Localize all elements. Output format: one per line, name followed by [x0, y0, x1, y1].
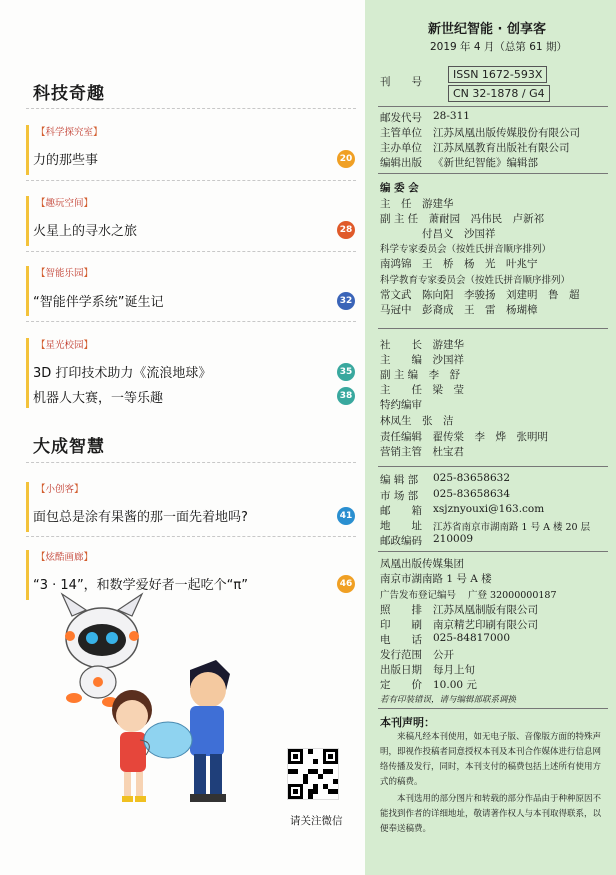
print-value: 025-84817000	[433, 632, 511, 644]
section-bar	[26, 196, 29, 246]
statement-paragraph: 本刊选用的部分图片和转载的部分作品由于种种原因不能找到作者的详细地址，敬请著作权人与本刊取得联系，以便奉送稿费。	[380, 794, 602, 834]
divider	[378, 328, 608, 329]
qr-caption: 请关注微信	[290, 815, 343, 827]
page-number-badge: 35	[337, 363, 355, 381]
column-tag: 【智能乐园】	[36, 268, 94, 279]
page-number-badge: 46	[337, 575, 355, 593]
committee-line: 付昌义 沙国祥	[380, 228, 496, 240]
statement-title: 本刊声明：	[380, 716, 435, 729]
staff-line: 特约编审	[380, 399, 422, 411]
column-tag: 【星光校园】	[36, 340, 94, 351]
boy-figure	[190, 660, 230, 802]
page-number-badge: 41	[337, 507, 355, 525]
section-bar	[26, 266, 29, 316]
divider	[26, 180, 356, 181]
page-number-badge: 20	[337, 150, 355, 168]
committee-line: 科学专家委员会（按姓氏拼音顺序排列）	[380, 244, 552, 255]
committee-line: 马冠中 彭裔成 王 雷 杨瑚樟	[380, 304, 538, 316]
publisher-line: 南京市湖南路 1 号 A 楼	[380, 573, 492, 585]
staff-line: 林凤生 张 洁	[380, 415, 454, 427]
contact-label: 地 址	[380, 520, 422, 532]
divider	[378, 173, 608, 174]
section-bar	[26, 550, 29, 600]
divider	[26, 321, 356, 322]
section-title-wisdom	[33, 432, 105, 457]
divider	[26, 251, 356, 252]
contact-value: 210009	[433, 533, 474, 545]
qr-pattern	[288, 749, 338, 799]
info-label: 主管单位	[380, 127, 422, 139]
statement-paragraph: 来稿凡经本刊使用，如无电子版、音像版方面的特殊声明，即视作投稿者同意授权本刊及本刊合作媒体进行信息网络传播及发行，同时，本刊支付的稿费包括上述所有使用方式的稿费。	[380, 732, 602, 787]
page-number-badge: 38	[337, 387, 355, 405]
committee-line: 常文武 陈向阳 李骏扬 刘建明 鲁 超	[380, 289, 580, 301]
divider	[378, 106, 608, 107]
contact-value: 江苏省南京市湖南路 1 号 A 楼 20 层	[433, 522, 591, 533]
staff-line: 副 主 编 李 舒	[380, 369, 461, 381]
balloon-icon	[140, 722, 192, 758]
info-value: 28-311	[433, 110, 470, 122]
article-link[interactable]: “3 · 14”，和数学爱好者一起吃个“π”	[33, 578, 248, 593]
magazine-name: 新世纪智能 · 创享客	[428, 22, 546, 37]
cn-box: CN 32-1878 / G4	[448, 85, 550, 102]
misprint-note: 若有印装错误，请与编辑部联系调换	[380, 695, 517, 705]
info-value: 《新世纪智能》编辑部	[433, 157, 538, 169]
divider	[378, 551, 608, 552]
section-bar	[26, 125, 29, 175]
article-link[interactable]: 机器人大赛，一等乐趣	[33, 391, 164, 406]
contact-label: 编 辑 部	[380, 474, 419, 486]
divider	[26, 536, 356, 537]
staff-line: 主 任 梁 莹	[380, 384, 464, 396]
column-tag: 【炫酷画廊】	[36, 552, 94, 563]
publisher-line: 凤凰出版传媒集团	[380, 558, 464, 570]
contact-label: 邮 箱	[380, 505, 422, 517]
article-link[interactable]: 3D 打印技术助力《流浪地球》	[33, 366, 212, 381]
email-link[interactable]: xsjznyouxi@163.com	[433, 503, 545, 515]
column-tag: 【趣玩空间】	[36, 198, 94, 209]
divider	[26, 462, 356, 463]
issue-info: 2019 年 4 月（总第 61 期）	[430, 41, 567, 53]
print-value: 南京精艺印刷有限公司	[433, 619, 538, 631]
section-title-tech	[33, 79, 105, 104]
print-value: 10.00 元	[433, 679, 477, 691]
column-tag: 【小创客】	[36, 484, 84, 495]
article-link[interactable]: “智能伴学系统”诞生记	[33, 295, 164, 310]
info-value: 江苏凤凰教育出版社有限公司	[433, 142, 570, 154]
staff-line: 社 长 游建华	[380, 339, 464, 351]
committee-line: 副 主 任 萧耐园 冯伟民 卢新祁	[380, 213, 545, 225]
contact-value: 025-83658634	[433, 488, 511, 500]
print-value: 每月上旬	[433, 664, 475, 676]
section-bar	[26, 482, 29, 532]
info-value: 江苏凤凰出版传媒股份有限公司	[433, 127, 580, 139]
divider	[26, 108, 356, 109]
contact-value: 025-83658632	[433, 472, 511, 484]
qr-code[interactable]	[287, 748, 339, 800]
committee-title: 编 委 会	[380, 182, 419, 194]
staff-line: 责任编辑 翟传棠 李 烨 张明明	[380, 431, 548, 443]
kanhao-label: 刊 号	[380, 76, 422, 88]
contact-label: 市 场 部	[380, 490, 419, 502]
info-label: 主办单位	[380, 142, 422, 154]
print-label: 照 排	[380, 604, 422, 616]
print-value: 公开	[433, 649, 454, 661]
print-label: 定 价	[380, 679, 422, 691]
page-number-badge: 32	[337, 292, 355, 310]
info-label: 邮发代号	[380, 112, 422, 124]
contact-label: 邮政编码	[380, 535, 422, 547]
robot-and-kids-illustration	[40, 590, 270, 820]
print-value: 江苏凤凰制版有限公司	[433, 604, 538, 616]
divider	[378, 708, 608, 709]
committee-line: 科学教育专家委员会（按姓氏拼音顺序排列）	[380, 275, 571, 286]
print-label: 出版日期	[380, 664, 422, 676]
article-link[interactable]: 火星上的寻水之旅	[33, 224, 138, 239]
article-link[interactable]: 面包总是涂有果酱的那一面先着地吗?	[33, 510, 248, 525]
article-link[interactable]: 力的那些事	[33, 153, 99, 168]
print-label: 电 话	[380, 634, 422, 646]
staff-line: 主 编 沙国祥	[380, 354, 464, 366]
staff-line: 营销主管 杜宝君	[380, 446, 464, 458]
print-label: 广告发布登记编号	[380, 590, 457, 601]
page-number-badge: 28	[337, 221, 355, 239]
print-value: 广登 32000000187	[468, 590, 557, 601]
print-label: 发行范围	[380, 649, 422, 661]
print-label: 印 刷	[380, 619, 422, 631]
section-title-text: 大成智慧	[33, 437, 105, 457]
section-title-text: 科技奇趣	[33, 84, 105, 104]
section-bar	[26, 338, 29, 408]
info-label: 编辑出版	[380, 157, 422, 169]
committee-line: 南鸿锦 王 桥 杨 光 叶兆宁	[380, 258, 538, 270]
committee-line: 主 任 游建华	[380, 198, 454, 210]
column-tag: 【科学探究室】	[36, 127, 103, 138]
divider	[378, 466, 608, 467]
robot-icon	[62, 594, 142, 707]
issn-box: ISSN 1672-593X	[448, 66, 547, 83]
